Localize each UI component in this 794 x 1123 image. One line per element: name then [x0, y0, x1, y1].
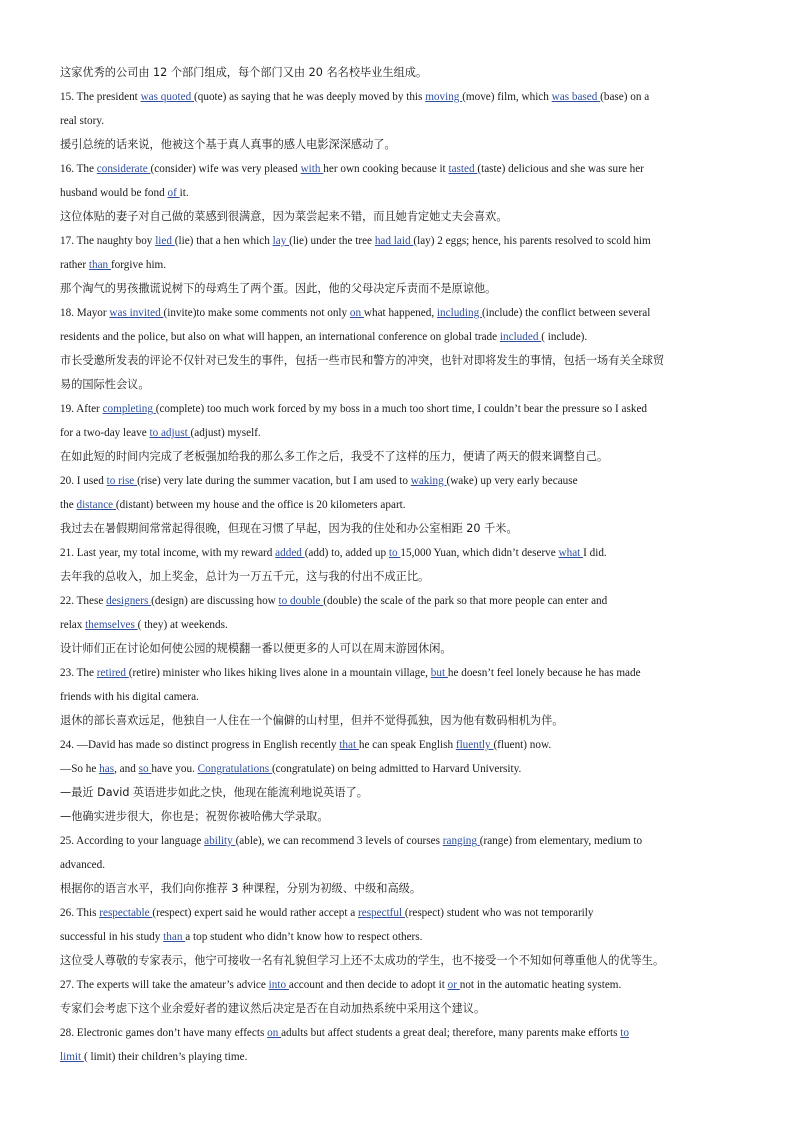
answer-text: has [99, 763, 115, 775]
translation-line [60, 642, 452, 656]
body-text: the [60, 499, 77, 511]
body-text: rather [60, 259, 89, 271]
body-text: it. [179, 187, 189, 199]
translation-line [60, 138, 396, 152]
exercise-line [60, 930, 422, 944]
body-text: (include) the conflict between several [481, 307, 651, 319]
answer-text: than [163, 931, 186, 943]
body-text: 28. Electronic games don’t have many effects [60, 1027, 268, 1039]
answer-text: to [620, 1027, 629, 1039]
answer-text: including [436, 307, 482, 319]
body-text: 这家优秀的公司由 12 个部门组成，每个部门又由 20 名名校毕业生组成。 [60, 66, 428, 79]
body-text: account and then decide to adopt it [288, 979, 448, 991]
body-text: (design) are discussing how [151, 595, 279, 607]
body-text: 去年我的总收入，加上奖金，总计为一万五千元，这与我的付出不成正比。 [60, 570, 430, 583]
answer-text: was invited [109, 307, 164, 319]
body-text: what happened, [363, 307, 437, 319]
answer-text: that [339, 739, 359, 751]
body-text: ( include). [541, 331, 588, 343]
body-text: 22. These [60, 595, 107, 607]
answer-text: distance [76, 499, 116, 511]
answer-text: what [558, 547, 584, 559]
exercise-line [60, 234, 651, 248]
body-text: 根据你的语言水平，我们向你推荐 3 种课程，分别为初级、中级和高级。 [60, 882, 422, 895]
body-text: (double) the scale of the park so that more people can enter and [323, 595, 608, 607]
body-text: have you. [151, 763, 198, 775]
body-text: (wake) up very early because [446, 475, 578, 487]
body-text: 17. The naughty boy [60, 235, 156, 247]
exercise-line [60, 762, 521, 776]
exercise-line [60, 426, 261, 440]
answer-text: of [167, 187, 180, 199]
body-text: (base) on a [600, 91, 650, 103]
answer-text: was based [551, 91, 601, 103]
body-text: 易的国际性会议。 [60, 378, 150, 391]
exercise-line [60, 186, 189, 200]
translation-line [60, 66, 427, 80]
body-text: 援引总统的话来说，他被这个基于真人真事的感人电影深深感动了。 [60, 138, 396, 151]
exercise-line [60, 1050, 247, 1064]
body-text: 这位体贴的妻子对自己做的菜感到很满意，因为菜尝起来不错，而且她肯定她丈夫会喜欢。 [60, 210, 508, 223]
body-text: he doesn’t feel lonely because he has made [447, 667, 641, 679]
body-text: (lie) under the tree [289, 235, 375, 247]
body-text: 退休的部长喜欢远足，他独自一人住在一个偏僻的山村里，但并不觉得孤独，因为他有数码相机为伴。 [60, 714, 564, 727]
body-text: advanced. [60, 859, 106, 871]
exercise-line [60, 978, 621, 992]
exercise-line [60, 306, 650, 320]
answer-text: considerate [96, 163, 151, 175]
exercise-line [60, 114, 104, 128]
body-text: not in the automatic heating system. [459, 979, 622, 991]
exercise-line [60, 402, 647, 416]
body-text: —他确实进步很大，你也是；祝贺你被哈佛大学录取。 [60, 810, 329, 823]
translation-line [60, 570, 429, 584]
body-text: —最近 David 英语进步如此之快，他现在能流利地说英语了。 [60, 786, 368, 799]
body-text: a top student who didn’t know how to respect others. [185, 931, 423, 943]
body-text: (fluent) now. [493, 739, 552, 751]
answer-text: respectable [99, 907, 153, 919]
answer-text: tasted [448, 163, 478, 175]
body-text: residents and the police, but also on what will happen, an international conference on global trade [60, 331, 500, 343]
answer-text: to adjust [149, 427, 191, 439]
body-text: (quote) as saying that he was deeply moved by this [194, 91, 426, 103]
body-text: (invite)to make some comments not only [163, 307, 350, 319]
answer-text: than [88, 259, 111, 271]
translation-line [60, 786, 368, 800]
body-text: successful in his study [60, 931, 164, 943]
body-text: 16. The [60, 163, 97, 175]
body-text: 20. I used [60, 475, 107, 487]
body-text: (rise) very late during the summer vacation, but I am used to [137, 475, 411, 487]
answer-text: or [447, 979, 460, 991]
answer-text: fluently [455, 739, 494, 751]
answer-text: respectful [358, 907, 405, 919]
body-text: ( limit) their children’s playing time. [83, 1051, 248, 1063]
exercise-line [60, 474, 578, 488]
answer-text: lay [272, 235, 290, 247]
body-text: 15,000 Yuan, which didn’t deserve [400, 547, 559, 559]
answer-text: with [300, 163, 324, 175]
answer-text: completing [102, 403, 156, 415]
exercise-line [60, 546, 607, 560]
exercise-line [60, 1026, 629, 1040]
body-text: ( they) at weekends. [137, 619, 228, 631]
exercise-line [60, 498, 406, 512]
body-text: (respect) student who was not temporarily [404, 907, 594, 919]
body-text: I did. [583, 547, 607, 559]
answer-text: included [499, 331, 542, 343]
body-text: for a two-day leave [60, 427, 150, 439]
body-text: (respect) expert said he would rather accept a [152, 907, 358, 919]
exercise-line [60, 618, 228, 632]
answer-text: to double [278, 595, 324, 607]
answer-text: on [267, 1027, 282, 1039]
exercise-line [60, 258, 166, 272]
body-text: real story. [60, 115, 105, 127]
body-text: 25. According to your language [60, 835, 205, 847]
exercise-line [60, 330, 587, 344]
answer-text: had laid [374, 235, 414, 247]
body-text: (congratulate) on being admitted to Harvard University. [271, 763, 522, 775]
translation-line [60, 282, 496, 296]
translation-line [60, 378, 150, 392]
answer-text: to rise [106, 475, 138, 487]
exercise-line [60, 666, 641, 680]
translation-line [60, 810, 329, 824]
body-text: he can speak English [358, 739, 456, 751]
exercise-line [60, 906, 594, 920]
body-text: (lay) 2 eggs; hence, his parents resolved to scold him [413, 235, 651, 247]
body-text: 我过去在暑假期间常常起得很晚，但现在习惯了早起，因为我的住处和办公室相距 20 千米。 [60, 522, 518, 535]
answer-text: moving [425, 91, 463, 103]
body-text: (distant) between my house and the office is 20 kilometers apart. [115, 499, 406, 511]
body-text: forgive him. [110, 259, 167, 271]
answer-text: limit [60, 1051, 84, 1063]
answer-text: retired [96, 667, 129, 679]
translation-line [60, 354, 664, 368]
body-text: (consider) wife was very pleased [150, 163, 301, 175]
translation-line [60, 882, 421, 896]
answer-text: on [349, 307, 364, 319]
exercise-line [60, 90, 649, 104]
answer-text: lied [155, 235, 175, 247]
body-text: (adjust) myself. [190, 427, 261, 439]
exercise-line [60, 858, 105, 872]
translation-line [60, 954, 664, 968]
body-text: 23. The [60, 667, 97, 679]
body-text: 18. Mayor [60, 307, 110, 319]
answer-text: added [275, 547, 305, 559]
body-text: 设计师们正在讨论如何使公园的规模翻一番以便更多的人可以在周末游园休闲。 [60, 642, 452, 655]
body-text: 26. This [60, 907, 100, 919]
body-text: 19. After [60, 403, 103, 415]
answer-text: Congratulations [197, 763, 272, 775]
body-text: 那个淘气的男孩撒谎说树下的母鸡生了两个蛋。因此，他的父母决定斥责而不是原谅他。 [60, 282, 497, 295]
translation-line [60, 210, 508, 224]
exercise-line [60, 690, 199, 704]
answer-text: to [388, 547, 401, 559]
answer-text: themselves [85, 619, 138, 631]
exercise-line [60, 834, 642, 848]
body-text: friends with his digital camera. [60, 691, 199, 703]
body-text: relax [60, 619, 86, 631]
answer-text: was quoted [140, 91, 195, 103]
answer-text: but [430, 667, 448, 679]
answer-text: into [268, 979, 289, 991]
body-text: 15. The president [60, 91, 141, 103]
body-text: 21. Last year, my total income, with my reward [60, 547, 276, 559]
answer-text: waking [410, 475, 447, 487]
body-text: husband would be fond [60, 187, 168, 199]
body-text: , and [114, 763, 139, 775]
body-text: (taste) delicious and she was sure her [477, 163, 644, 175]
body-text: adults but affect students a great deal; therefore, many parents make efforts [281, 1027, 621, 1039]
body-text: (move) film, which [462, 91, 552, 103]
body-text: —So he [60, 763, 100, 775]
answer-text: ability [204, 835, 236, 847]
body-text: (complete) too much work forced by my boss in a much too short time, I couldn’t bear the pressure so I asked [155, 403, 648, 415]
translation-line [60, 1002, 485, 1016]
body-text: 这位受人尊敬的专家表示，他宁可接收一名有礼貌但学习上还不太成功的学生，也不接受一个不知如何尊重他人的优等生。 [60, 954, 665, 967]
answer-text: ranging [442, 835, 480, 847]
body-text: (lie) that a hen which [174, 235, 273, 247]
exercise-line [60, 594, 607, 608]
body-text: 市长受邀所发表的评论不仅针对已发生的事件，包括一些市民和警方的冲突，也针对即将发生的事情，包括一场有关全球贸 [60, 354, 665, 367]
body-text: 专家们会考虑下这个业余爱好者的建议然后决定是否在自动加热系统中采用这个建议。 [60, 1002, 486, 1015]
translation-line [60, 522, 518, 536]
exercise-line [60, 738, 551, 752]
body-text: her own cooking because it [323, 163, 449, 175]
body-text: (add) to, added up [304, 547, 389, 559]
answer-text: so [138, 763, 152, 775]
body-text: 27. The experts will take the amateur’s advice [60, 979, 269, 991]
exercise-line [60, 162, 644, 176]
body-text: (retire) minister who likes hiking lives alone in a mountain village, [128, 667, 431, 679]
body-text: 在如此短的时间内完成了老板强加给我的那么多工作之后，我受不了这样的压力，便请了两天的假来调整自己。 [60, 450, 609, 463]
translation-line [60, 714, 563, 728]
body-text: (able), we can recommend 3 levels of courses [235, 835, 443, 847]
answer-text: designers [106, 595, 152, 607]
body-text: (range) from elementary, medium to [479, 835, 643, 847]
translation-line [60, 450, 608, 464]
body-text: 24. —David has made so distinct progress in English recently [60, 739, 340, 751]
